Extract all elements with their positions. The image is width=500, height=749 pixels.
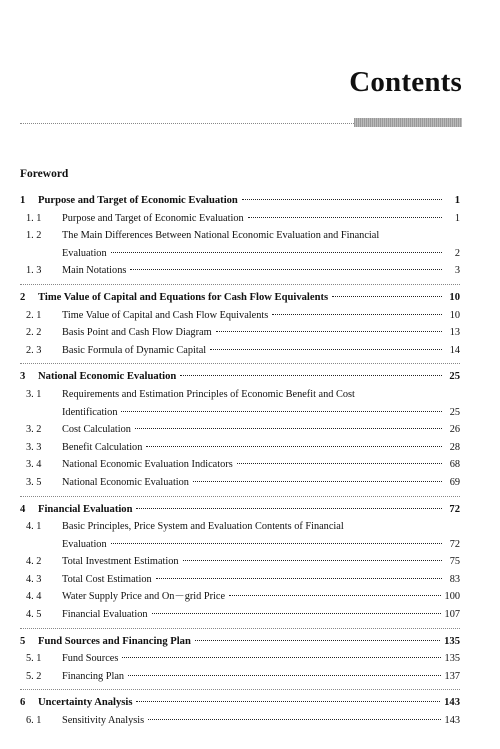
section-title: Requirements and Estimation Principles of Economic Benefit and Cost (62, 388, 355, 400)
dot-leader (193, 481, 442, 482)
page-title: Contents (349, 66, 462, 98)
section-title: Financing Plan (62, 670, 125, 682)
chapter-entry (20, 501, 460, 519)
section-title-line (62, 571, 460, 589)
chapter-entry (20, 694, 460, 712)
section-title-line (62, 421, 460, 439)
dot-leader (195, 640, 440, 641)
foreword-heading: Foreword (20, 168, 69, 180)
page-number: 100 (444, 591, 460, 603)
section-title-line (62, 474, 460, 492)
page-number: 143 (444, 697, 460, 709)
table-of-contents (20, 192, 460, 730)
section-entry (20, 474, 460, 492)
section-title-line (62, 588, 460, 606)
section-number: 4. 1 (26, 521, 42, 533)
section-title: Sensitivity Analysis (62, 715, 145, 727)
section-number: 4. 5 (26, 609, 42, 621)
section-entry (20, 342, 460, 360)
page-number: 10 (449, 309, 460, 321)
page-number: 72 (449, 503, 460, 515)
section-number: 4. 2 (26, 556, 42, 568)
section-title: National Economic Evaluation Indicators (62, 459, 233, 471)
section-title-line (62, 245, 460, 263)
section-number: 3. 5 (26, 476, 42, 488)
dot-leader (146, 446, 442, 447)
chapter-entry (20, 633, 460, 651)
section-title-line (62, 536, 460, 554)
dot-leader (332, 296, 442, 297)
dot-leader (128, 675, 440, 676)
section-entry (20, 421, 460, 439)
chapter-title: Time Value of Capital and Equations for Cash Flow Equivalents (38, 291, 329, 303)
chapter-title: National Economic Evaluation (38, 371, 177, 383)
section-title: Benefit Calculation (62, 441, 143, 453)
dot-leader (248, 217, 442, 218)
page-number: 3 (454, 265, 460, 277)
page-number: 135 (444, 653, 460, 665)
dot-leader (156, 578, 442, 579)
section-title-block (62, 712, 460, 730)
section-title: Evaluation (62, 247, 107, 259)
section-entry (20, 606, 460, 624)
section-title-block (62, 439, 460, 457)
page-number: 68 (449, 459, 460, 471)
chapter-title: Financial Evaluation (38, 503, 133, 515)
section-title-block (62, 588, 460, 606)
dot-leader (237, 463, 442, 464)
chapter-number: 3 (20, 371, 26, 383)
chapter-entry (20, 368, 460, 386)
section-title-block (62, 307, 460, 325)
section-number: 3. 3 (26, 441, 42, 453)
page-number: 72 (449, 538, 460, 550)
chapter-number: 6 (20, 697, 26, 709)
section-title-line (62, 668, 460, 686)
section-title: Total Cost Estimation (62, 573, 152, 585)
chapter-entry (20, 192, 460, 210)
section-entry (20, 307, 460, 325)
section-title-block (62, 571, 460, 589)
section-title-block (62, 421, 460, 439)
section-title: National Economic Evaluation (62, 476, 189, 488)
section-entry (20, 456, 460, 474)
section-title-line (62, 650, 460, 668)
section-title: Basic Principles, Price System and Evaluation Contents of Financial (62, 521, 344, 533)
section-title: Evaluation (62, 538, 107, 550)
chapter-separator (20, 284, 460, 285)
page-number: 75 (449, 556, 460, 568)
page-number: 28 (449, 441, 460, 453)
section-entry (20, 324, 460, 342)
page-number: 143 (444, 715, 460, 727)
section-title-block (62, 342, 460, 360)
section-title-line (62, 386, 460, 404)
section-title: Total Investment Estimation (62, 556, 179, 568)
section-title-block (62, 324, 460, 342)
section-title-line (62, 518, 460, 536)
dot-leader (210, 349, 442, 350)
chapter-number: 1 (20, 195, 26, 206)
section-title-line (62, 210, 460, 228)
section-title-block (62, 386, 460, 421)
section-title-block (62, 668, 460, 686)
section-title-block (62, 518, 460, 553)
page-number: 25 (449, 406, 460, 418)
dot-leader (272, 314, 442, 315)
chapter-separator (20, 363, 460, 364)
section-number: 3. 2 (26, 424, 42, 436)
title-accent-bar (354, 118, 462, 127)
section-number: 2. 2 (26, 327, 42, 339)
section-entry (20, 439, 460, 457)
section-title-line (62, 606, 460, 624)
chapter-separator (20, 496, 460, 497)
chapter-title: Uncertainty Analysis (38, 697, 133, 709)
section-number: 1. 3 (26, 265, 42, 277)
page-number: 13 (449, 327, 460, 339)
page-number: 2 (454, 247, 460, 259)
dot-leader (148, 719, 440, 720)
section-title-block (62, 650, 460, 668)
section-entry (20, 386, 460, 421)
dot-leader (136, 508, 442, 509)
section-title-line (62, 712, 460, 730)
dot-leader (130, 269, 442, 270)
chapter-number: 2 (20, 291, 26, 303)
page-number: 1 (454, 195, 460, 206)
chapter-title: Fund Sources and Financing Plan (38, 635, 191, 647)
section-title-line (62, 227, 460, 245)
section-title: Water Supply Price and On－grid Price (62, 591, 226, 603)
section-title-block (62, 456, 460, 474)
section-number: 1. 2 (26, 230, 42, 242)
section-title-line (62, 439, 460, 457)
page-number: 69 (449, 476, 460, 488)
section-number: 6. 1 (26, 715, 42, 727)
section-title-line (62, 456, 460, 474)
section-number: 2. 1 (26, 309, 42, 321)
chapter-entry (20, 289, 460, 307)
page-number: 135 (444, 635, 460, 647)
dot-leader (183, 560, 442, 561)
section-entry (20, 668, 460, 686)
dot-leader (216, 331, 442, 332)
dot-leader (229, 595, 441, 596)
section-entry (20, 571, 460, 589)
section-title-block (62, 606, 460, 624)
chapter-number: 5 (20, 635, 26, 647)
section-title-line (62, 553, 460, 571)
dot-leader (111, 252, 442, 253)
dot-leader (242, 199, 442, 200)
section-title-line (62, 342, 460, 360)
section-number: 4. 4 (26, 591, 42, 603)
section-title: Fund Sources (62, 653, 119, 665)
dot-leader (121, 411, 442, 412)
section-title: The Main Differences Between National Economic Evaluation and Financial (62, 230, 380, 242)
section-title: Cost Calculation (62, 424, 131, 436)
section-title-block (62, 262, 460, 280)
section-title: Basis Point and Cash Flow Diagram (62, 327, 212, 339)
dot-leader (122, 657, 440, 658)
page-number: 25 (449, 371, 460, 383)
section-entry (20, 518, 460, 553)
page-number: 26 (449, 424, 460, 436)
section-title: Time Value of Capital and Cash Flow Equivalents (62, 309, 269, 321)
page-number: 83 (449, 573, 460, 585)
page-number: 14 (449, 344, 460, 356)
page-number: 137 (444, 670, 460, 682)
section-title-block (62, 474, 460, 492)
section-title-block (62, 210, 460, 228)
section-number: 5. 1 (26, 653, 42, 665)
section-entry (20, 210, 460, 228)
section-number: 4. 3 (26, 573, 42, 585)
section-entry (20, 262, 460, 280)
dot-leader (152, 613, 441, 614)
section-title: Main Notations (62, 265, 127, 277)
section-title-block (62, 227, 460, 262)
section-title: Purpose and Target of Economic Evaluation (62, 212, 244, 224)
chapter-title: Purpose and Target of Economic Evaluation (38, 195, 238, 206)
chapter-separator (20, 628, 460, 629)
section-entry (20, 553, 460, 571)
section-title-line (62, 404, 460, 422)
section-entry (20, 650, 460, 668)
section-entry (20, 712, 460, 730)
dot-leader (135, 428, 442, 429)
section-title-block (62, 553, 460, 571)
section-entry (20, 227, 460, 262)
page-number: 1 (454, 212, 460, 224)
page-number: 107 (444, 609, 460, 621)
section-number: 1. 1 (26, 212, 42, 224)
section-number: 5. 2 (26, 670, 42, 682)
section-title: Financial Evaluation (62, 609, 148, 621)
section-title-line (62, 307, 460, 325)
chapter-separator (20, 689, 460, 690)
section-number: 3. 1 (26, 388, 42, 400)
dot-leader (136, 701, 440, 702)
section-number: 2. 3 (26, 344, 42, 356)
section-title: Identification (62, 406, 118, 418)
section-title-line (62, 324, 460, 342)
chapter-number: 4 (20, 503, 26, 515)
section-number: 3. 4 (26, 459, 42, 471)
section-entry (20, 588, 460, 606)
dot-leader (111, 543, 442, 544)
dot-leader (180, 375, 442, 376)
section-title: Basic Formula of Dynamic Capital (62, 344, 207, 356)
page-number: 10 (449, 291, 460, 303)
section-title-line (62, 262, 460, 280)
